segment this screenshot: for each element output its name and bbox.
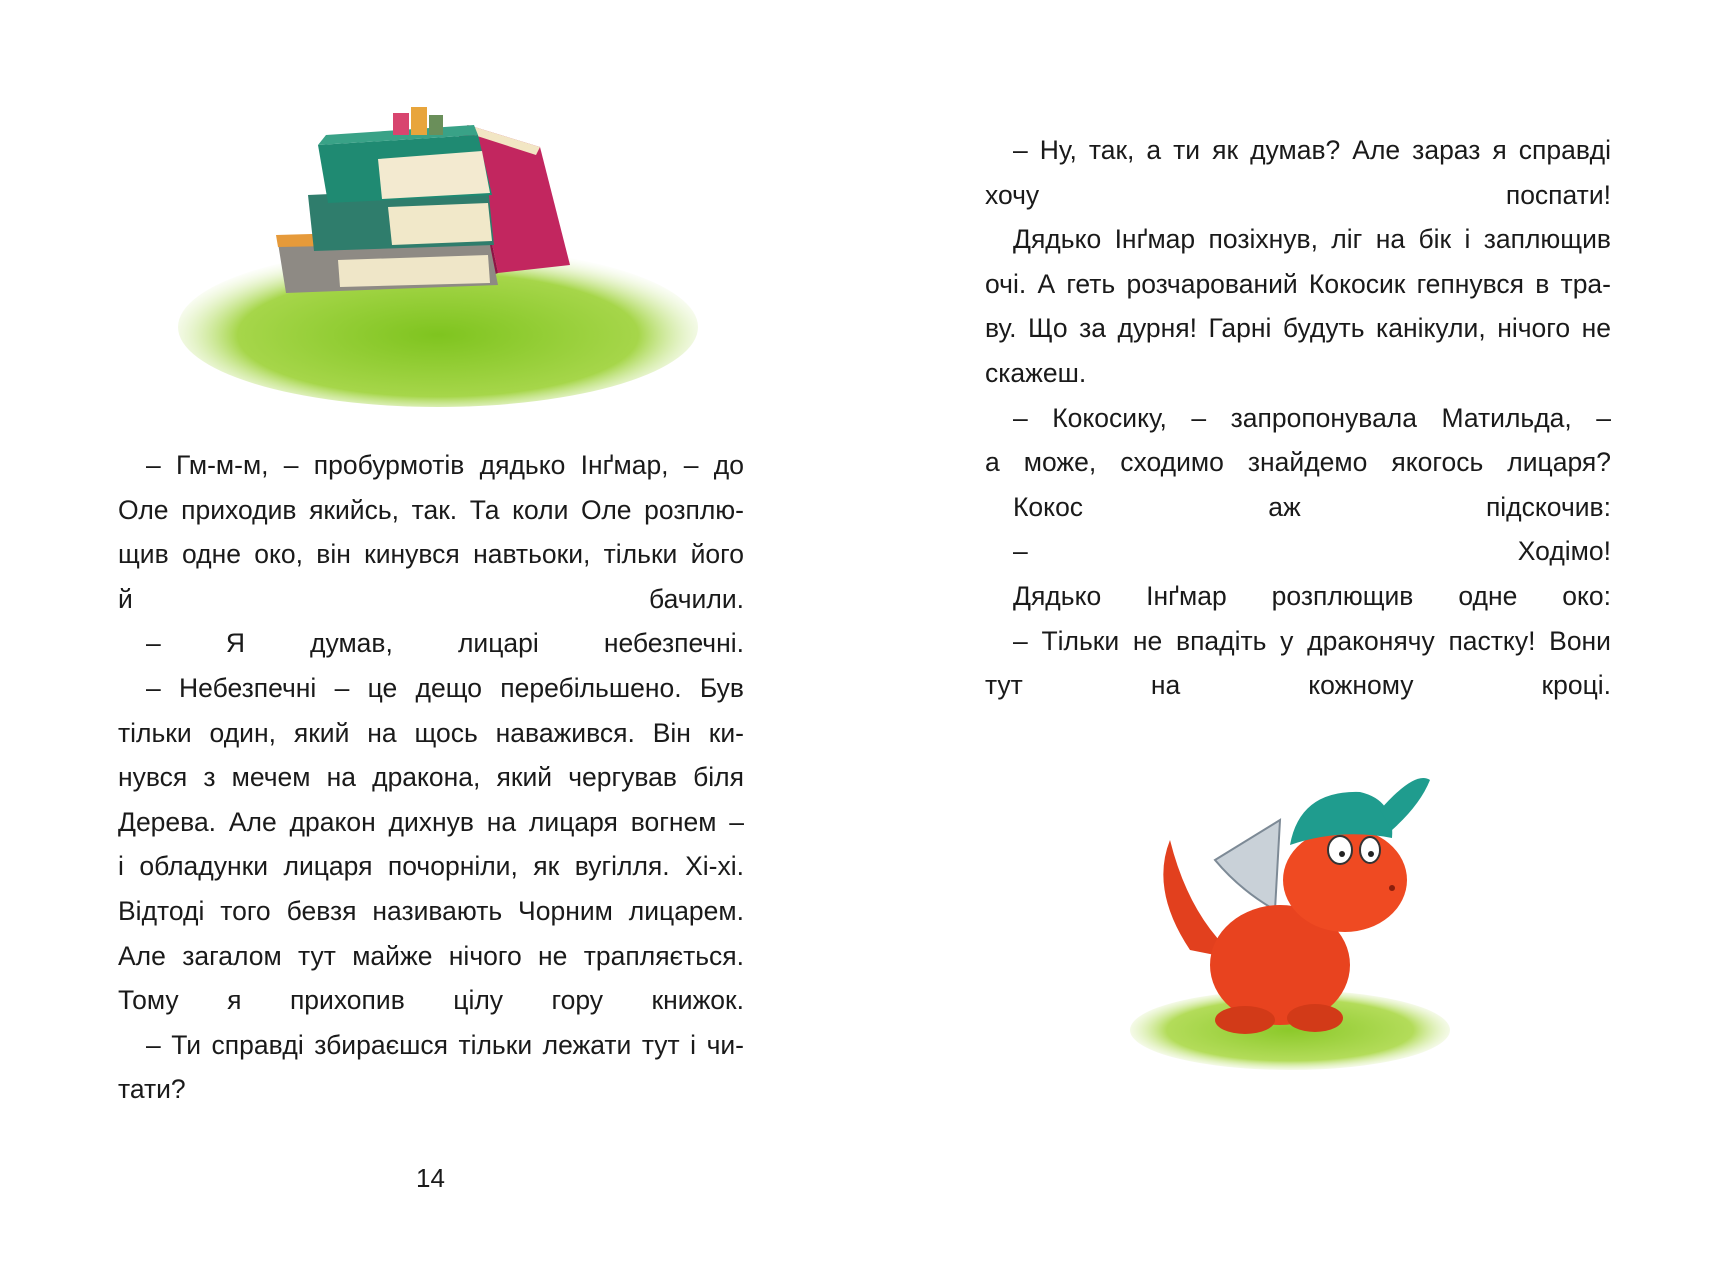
text-line: тільки один, який на щось наважився. Він ки- (118, 717, 744, 748)
text-line: тати? (118, 1074, 186, 1105)
right-page (856, 0, 1713, 1270)
paragraph (985, 485, 1611, 530)
paragraph (985, 217, 1611, 395)
text-line: – Ти справді збираєшся тільки лежати тут і чи- (146, 1029, 744, 1060)
text-line: – Я думав, лицарі небезпечні. (146, 628, 744, 659)
paragraph (118, 1023, 744, 1112)
text-line: нувся з мечем на дракона, який чергував біля (118, 762, 744, 793)
paragraph (985, 128, 1611, 217)
text-line: Кокос аж підскочив: (1013, 491, 1611, 522)
text-line: Відтоді того бевзя називають Чорним лицарем. (118, 895, 744, 926)
page-number: 14 (416, 1163, 445, 1193)
text-line: Тому я прихопив цілу гору книжок. (118, 985, 744, 1016)
eye-icon (1328, 836, 1352, 864)
paragraph (118, 621, 744, 666)
text-line: щив одне око, він кинувся навтьоки, тільки його (118, 539, 744, 570)
text-line: хочу поспати! (985, 179, 1611, 210)
text-line: ву. Що за дурня! Гарні будуть канікули, нічого не (985, 313, 1611, 344)
left-text-column (118, 443, 744, 1112)
mini-book-icon (393, 113, 409, 135)
paragraph (118, 666, 744, 1023)
paragraph (985, 619, 1611, 708)
paragraph (985, 396, 1611, 485)
text-line: – Гм-м-м, – пробурмотів дядько Інґмар, – до (146, 450, 744, 480)
text-line: – Небезпечні – це дещо перебільшено. Був (146, 672, 744, 703)
text-line: й бачили. (118, 583, 744, 614)
text-line: і обладунки лицаря почорніли, як вугілля. Хі-хі. (118, 851, 744, 882)
dragon-wing (1215, 820, 1280, 910)
text-line: Дерева. Але дракон дихнув на лицаря вогнем – (118, 806, 744, 837)
left-page (0, 0, 856, 1270)
paragraph (985, 574, 1611, 619)
books-illustration (168, 95, 708, 415)
paragraph (118, 443, 744, 621)
text-line: Дядько Інґмар позіхнув, ліг на бік і заплющив (1013, 224, 1611, 255)
text-line: Але загалом тут майже нічого не трапляється. (118, 940, 744, 971)
right-text-column (985, 128, 1611, 708)
dragon-illustration (1130, 750, 1450, 1080)
text-line: – Ну, так, а ти як думав? Але зараз я справді (1013, 135, 1611, 165)
text-line: – Ходімо! (1013, 536, 1611, 567)
text-line: скажеш. (985, 357, 1087, 388)
paragraph (985, 529, 1611, 574)
text-line: очі. А геть розчарований Кокосик гепнувся в тра- (985, 268, 1611, 299)
text-line: а може, сходимо знайдемо якогось лицаря? (985, 447, 1611, 478)
text-line: Оле приходив якийсь, так. Та коли Оле розплю- (118, 494, 744, 525)
text-line: – Тільки не впадіть у драконячу пастку! Вони (1013, 625, 1611, 656)
text-line: – Кокосику, – запропонувала Матильда, – (1013, 402, 1611, 433)
text-line: Дядько Інґмар розплющив одне око: (1013, 580, 1611, 611)
text-line: тут на кожному кроці. (985, 670, 1611, 701)
